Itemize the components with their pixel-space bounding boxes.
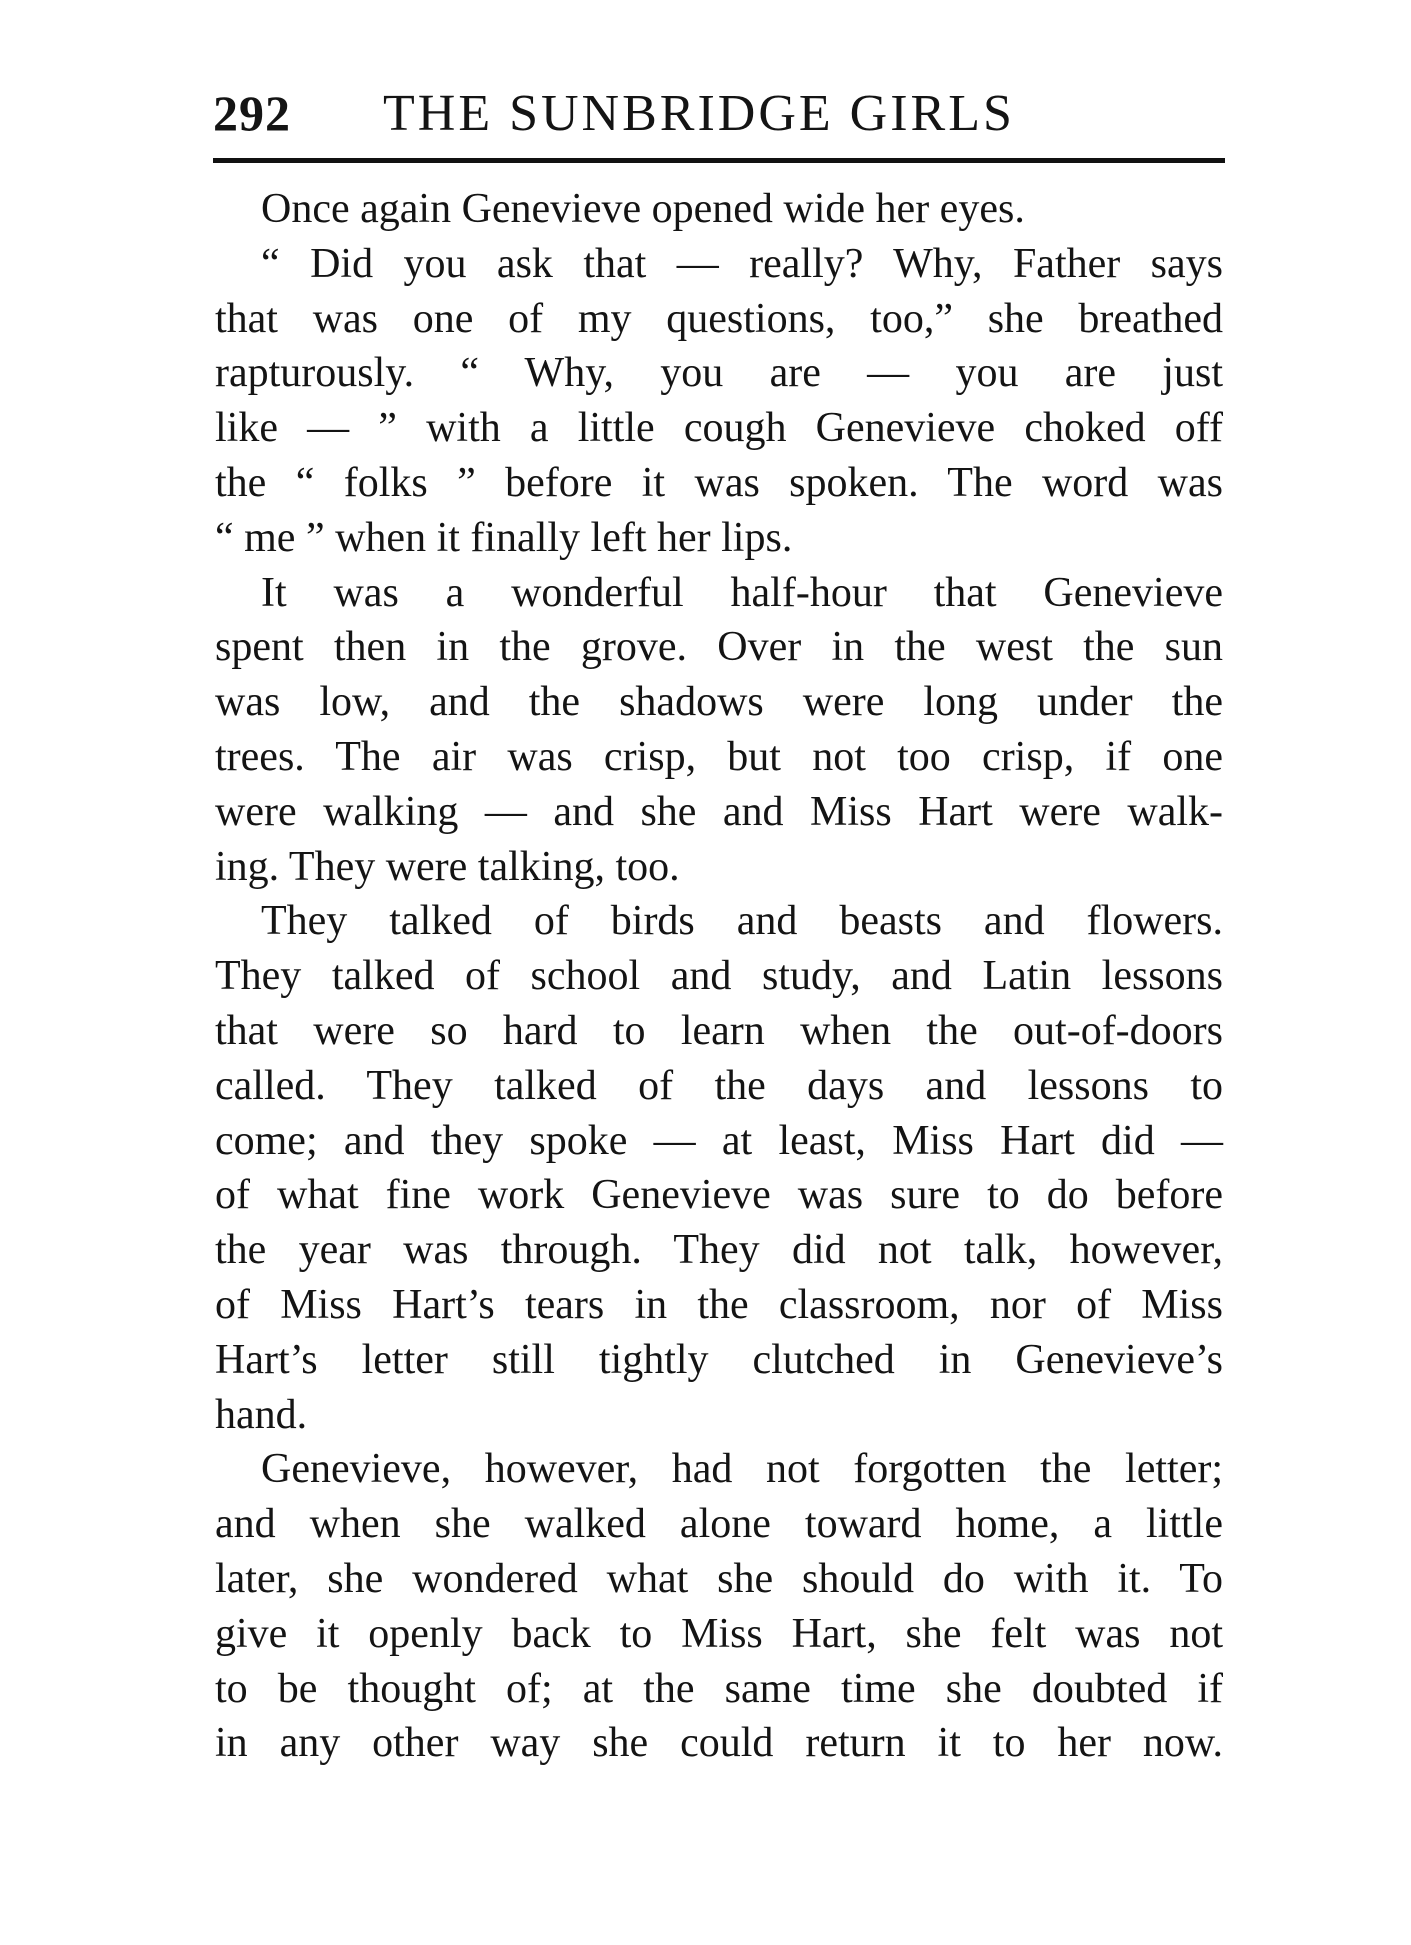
text-line: rapturously. “ Why, you are — you are just: [215, 350, 1223, 397]
text-line: ing. They were talking, too.: [215, 843, 680, 890]
text-line: Hart’s letter still tightly clutched in Genevieve’s: [215, 1336, 1223, 1383]
text-line: like — ” with a little cough Genevieve choked off: [215, 405, 1223, 452]
text-line: that were so hard to learn when the out-of-doors: [215, 1007, 1223, 1054]
body-text: [215, 182, 1223, 1771]
text-line: come; and they spoke — at least, Miss Hart did —: [215, 1117, 1223, 1164]
text-line: They talked of birds and beasts and flowers.: [261, 898, 1223, 945]
text-line: “ Did you ask that — really? Why, Father says: [261, 240, 1223, 287]
text-line: called. They talked of the days and lessons to: [215, 1062, 1223, 1109]
running-title: THE SUNBRIDGE GIRLS: [383, 85, 1015, 142]
text-line: spent then in the grove. Over in the west the sun: [215, 624, 1223, 671]
text-line: give it openly back to Miss Hart, she felt was not: [215, 1610, 1223, 1657]
text-line: that was one of my questions, too,” she breathed: [215, 295, 1223, 342]
header-rule: [213, 158, 1225, 163]
text-line: hand.: [215, 1391, 308, 1438]
page-number: 292: [213, 85, 291, 141]
text-line: trees. The air was crisp, but not too crisp, if one: [215, 733, 1223, 780]
text-line: the “ folks ” before it was spoken. The word was: [215, 459, 1223, 506]
text-line: and when she walked alone toward home, a little: [215, 1501, 1223, 1548]
text-line: It was a wonderful half-hour that Genevieve: [261, 569, 1223, 616]
paragraph: [215, 1442, 1223, 1771]
text-line: were walking — and she and Miss Hart were walk-: [215, 788, 1223, 835]
text-line: Once again Genevieve opened wide her eyes.: [261, 186, 1025, 232]
paragraph: [215, 182, 1223, 237]
text-line: to be thought of; at the same time she doubted if: [215, 1665, 1223, 1712]
text-line: Genevieve, however, had not forgotten the letter;: [261, 1446, 1223, 1493]
text-line: the year was through. They did not talk, however,: [215, 1227, 1223, 1274]
text-line: They talked of school and study, and Latin lessons: [215, 953, 1223, 1000]
paragraph: [215, 237, 1223, 566]
text-line: of Miss Hart’s tears in the classroom, nor of Miss: [215, 1281, 1223, 1328]
text-line: of what fine work Genevieve was sure to do before: [215, 1172, 1223, 1219]
text-line: “ me ” when it finally left her lips.: [215, 514, 793, 561]
text-line: was low, and the shadows were long under the: [215, 679, 1223, 726]
paragraph: [215, 894, 1223, 1442]
page-header: [213, 84, 1225, 154]
text-line: in any other way she could return it to her now.: [215, 1720, 1223, 1767]
text-line: later, she wondered what she should do with it. To: [215, 1555, 1223, 1602]
paragraph: [215, 566, 1223, 895]
